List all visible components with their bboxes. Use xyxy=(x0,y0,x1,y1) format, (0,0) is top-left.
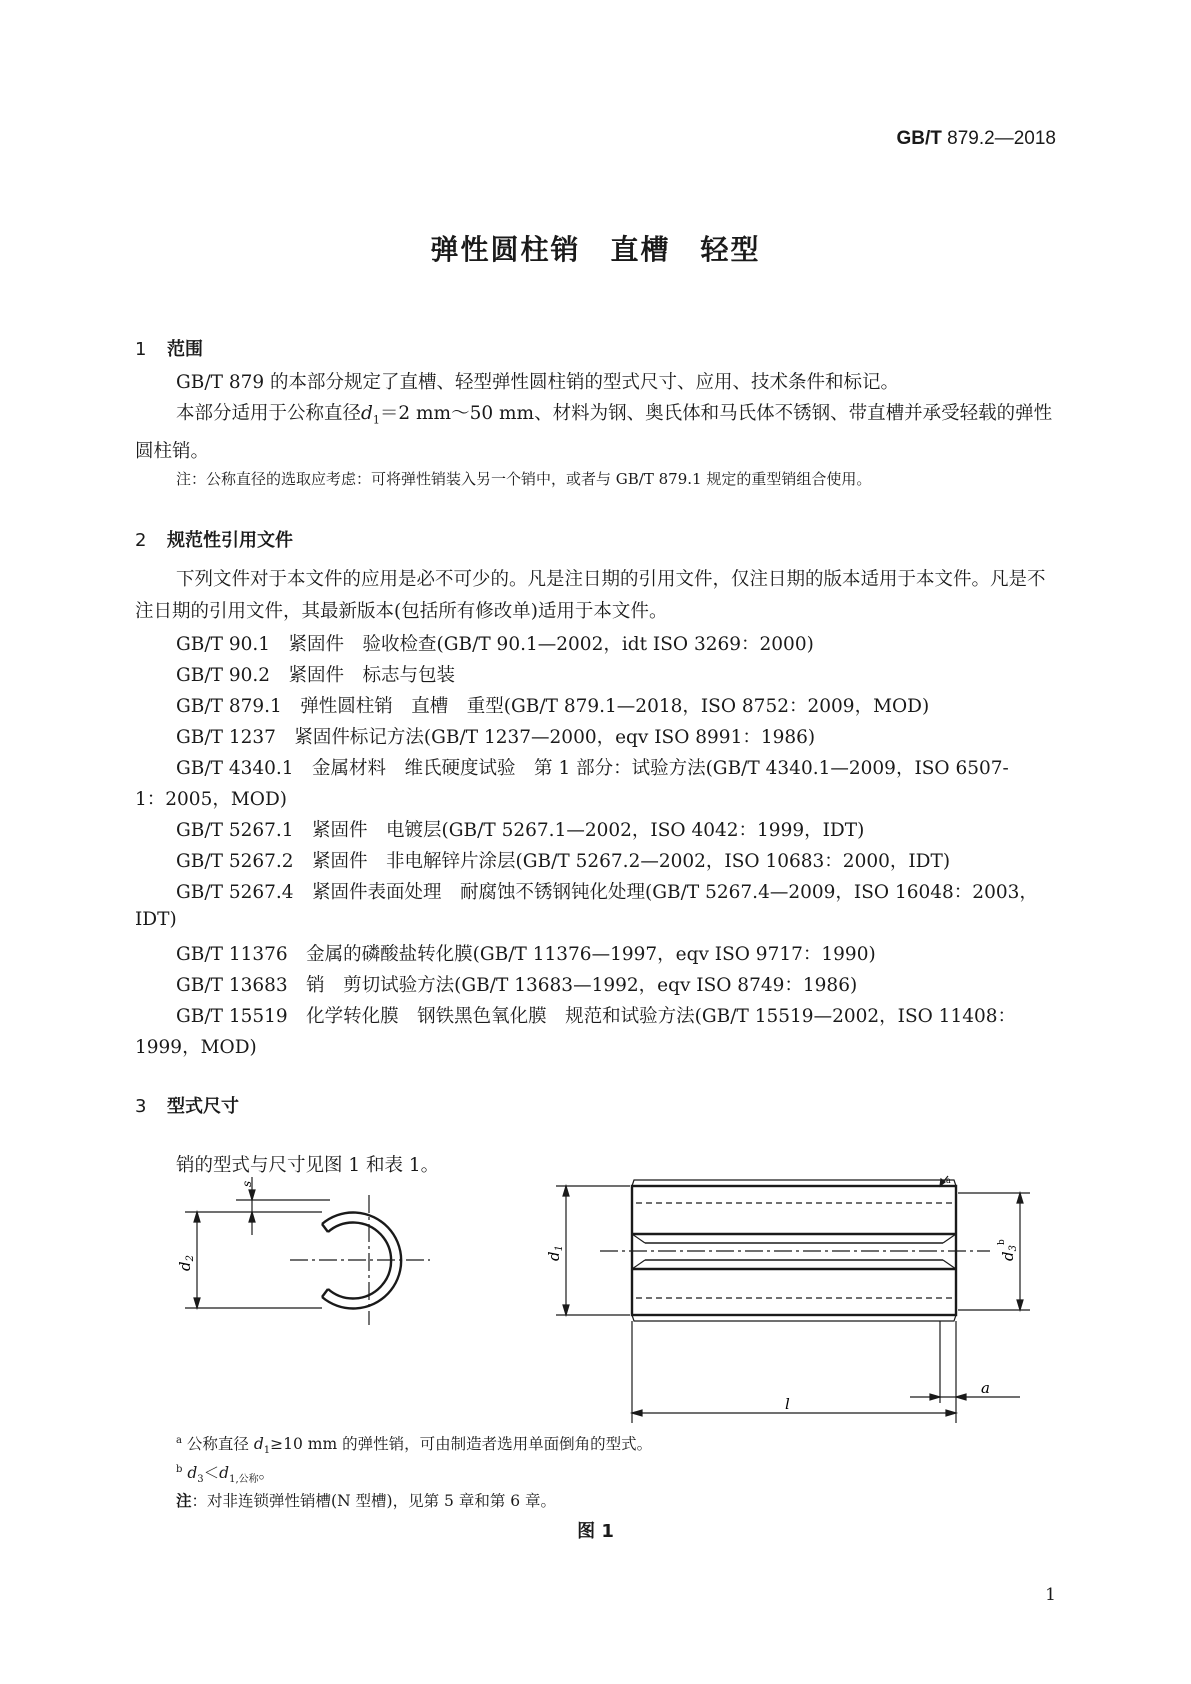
label-mark-a: a xyxy=(946,1176,951,1185)
document-title: 弹性圆柱销 直槽 轻型 xyxy=(430,233,761,266)
reference-item-continued: 1：2005，MOD) xyxy=(135,789,288,810)
label-d1: $d_1$ xyxy=(545,1245,565,1261)
figure-caption: 图 1 xyxy=(577,1521,614,1542)
reference-item: GB/T 11376 金属的磷酸盐转化膜(GB/T 11376—1997，eqv ISO 9717：1990) xyxy=(176,944,876,965)
reference-item-continued: IDT) xyxy=(135,909,177,930)
section-2-heading: 2 规范性引用文件 xyxy=(135,530,293,551)
section-3-heading: 3 型式尺寸 xyxy=(135,1096,239,1117)
reference-item: GB/T 90.1 紧固件 验收检查(GB/T 90.1—2002，idt ISO 3269：2000) xyxy=(176,634,814,655)
pin-end-view xyxy=(185,1177,430,1325)
scope-paragraph-2: 本部分适用于公称直径$d_1=2$ mm～50 mm、材料为钢、奥氏体和马氏体不锈钢、带直槽并承受轻载的弹性圆柱销。 xyxy=(135,403,1053,463)
label-d3: $d_3^b$ xyxy=(997,1239,1019,1261)
label-l: l xyxy=(785,1395,790,1413)
reference-item: GB/T 1237 紧固件标记方法(GB/T 1237—2000，eqv ISO 8991：1986) xyxy=(176,727,816,748)
reference-item-continued: 1999，MOD) xyxy=(135,1037,257,1058)
reference-item: GB/T 879.1 弹性圆柱销 直槽 重型(GB/T 879.1—2018，ISO 8752：2009，MOD) xyxy=(176,696,930,717)
standard-code: GB/T 879.2—2018 xyxy=(896,128,1056,149)
scope-paragraph-1: GB/T 879 的本部分规定了直槽、轻型弹性圆柱销的型式尺寸、应用、技术条件和标记。 xyxy=(176,372,900,393)
section-1-heading: 1 范围 xyxy=(135,339,203,360)
label-d2: $d_2$ xyxy=(176,1255,196,1271)
label-s: s xyxy=(240,1180,254,1187)
reference-item: GB/T 4340.1 金属材料 维氏硬度试验 第 1 部分：试验方法(GB/T 4340.1—2009，ISO 6507- xyxy=(176,758,1009,779)
reference-item: GB/T 5267.2 紧固件 非电解锌片涂层(GB/T 5267.2—2002，ISO 10683：2000，IDT) xyxy=(176,851,951,872)
reference-item: GB/T 15519 化学转化膜 钢铁黑色氧化膜 规范和试验方法(GB/T 15519—2002，ISO 11408： xyxy=(176,1006,1017,1027)
scope-note: 注：公称直径的选取应考虑：可将弹性销装入另一个销中，或者与 GB/T 879.1 规定的重型销组合使用。 xyxy=(176,470,872,488)
figure-1-drawing xyxy=(0,1175,1191,1425)
type-dimension-text: 销的型式与尺寸见图 1 和表 1。 xyxy=(176,1155,440,1176)
figure-footnote-b: $^b$ $d_3<d_{1,公称}$。 xyxy=(176,1463,275,1486)
reference-item: GB/T 5267.1 紧固件 电镀层(GB/T 5267.1—2002，ISO 4042：1999，IDT) xyxy=(176,820,865,841)
reference-item: GB/T 90.2 紧固件 标志与包装 xyxy=(176,665,456,686)
figure-footnote-a: $^a$ 公称直径 $d_1\ge 10$ mm 的弹性销，可由制造者选用单面倒角的型式。 xyxy=(176,1434,653,1457)
label-a: a xyxy=(981,1379,990,1397)
reference-item: GB/T 13683 销 剪切试验方法(GB/T 13683—1992，eqv ISO 8749：1986) xyxy=(176,975,858,996)
refs-intro: 下列文件对于本文件的应用是必不可少的。凡是注日期的引用文件，仅注日期的版本适用于本文件。凡是不注日期的引用文件，其最新版本(包括所有修改单)适用于本文件。 xyxy=(135,569,1046,622)
page-number: 1 xyxy=(1045,1585,1056,1605)
pin-side-view xyxy=(556,1176,1030,1423)
reference-item: GB/T 5267.4 紧固件表面处理 耐腐蚀不锈钢钝化处理(GB/T 5267.4—2009，ISO 16048：2003， xyxy=(176,882,1038,903)
figure-note: 注：对非连锁弹性销槽(N 型槽)，见第 5 章和第 6 章。 xyxy=(176,1492,557,1510)
